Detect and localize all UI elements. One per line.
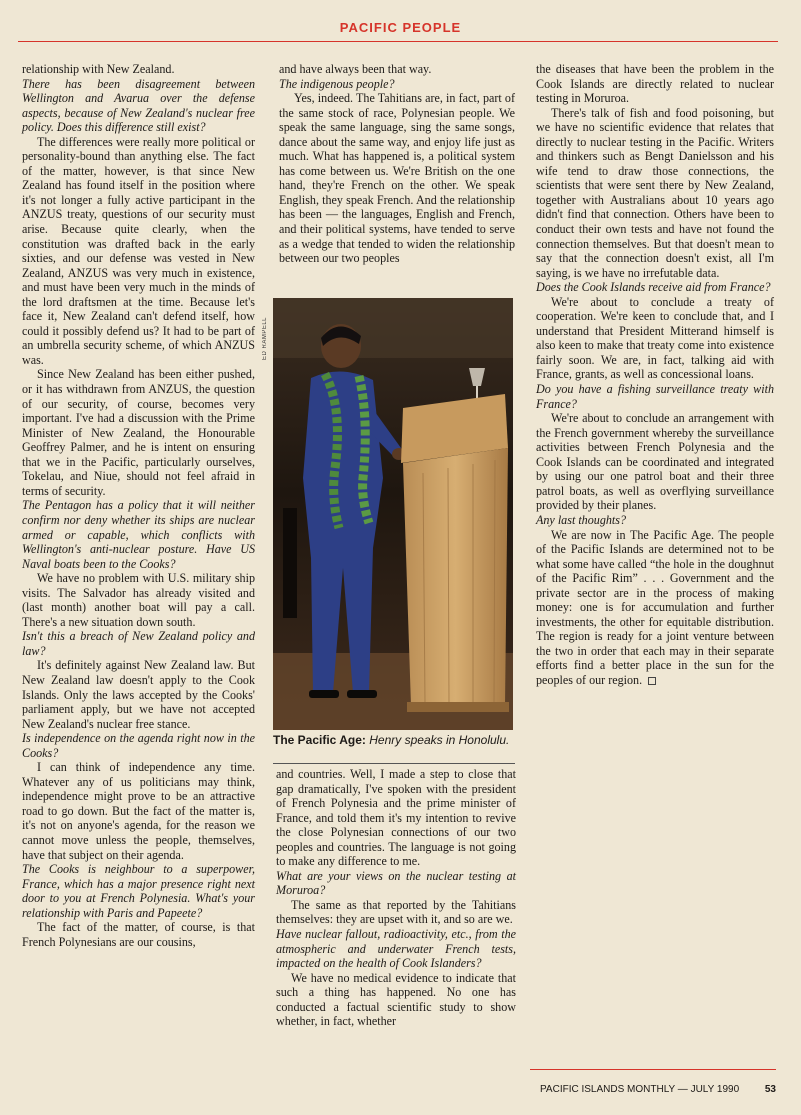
article-paragraph [536, 411, 774, 513]
interview-question [276, 927, 516, 971]
article-paragraph [276, 971, 516, 1029]
article-paragraph [279, 62, 515, 77]
caption-text: Henry speaks in Honolulu. [369, 733, 510, 747]
paragraph-text: Do you have a fishing surveillance treaty with France? [536, 382, 774, 411]
article-paragraph [536, 528, 774, 688]
paragraph-text: What are your views on the nuclear testing at Moruroa? [276, 868, 516, 898]
paragraph-text: I can think of independence any time. Whatever any of us politicians may think, independence might prove to be an attractive road to go down. But the fact of the matter is, it's not on anyone's agenda, for the reason we cannot move unless the people, themselves, have that subject on their agenda. [22, 760, 255, 862]
article-paragraph [536, 62, 774, 106]
article-column-2-bottom [276, 767, 516, 1029]
paragraph-text: and countries. Well, I made a step to close that gap dramatically, I've spoken with the president of French Polynesia and the prime minister of France, and told them it's my intention to revive the close Polynesian connections of our two peoples and countries. The language is not going to make any difference to me. [276, 767, 516, 869]
paragraph-text: the diseases that have been the problem in the Cook Islands are directly related to nuclear testing in Moruroa. [536, 62, 774, 106]
paragraph-text: Have nuclear fallout, radioactivity, etc., from the atmospheric and underwater French tests, impacted on the health of Cook Islanders? [276, 927, 516, 971]
article-paragraph [22, 760, 255, 862]
footer-rule [530, 1069, 776, 1070]
photo-illustration [273, 298, 513, 730]
paragraph-text: and have always been that way. [279, 62, 432, 76]
paragraph-text: We're about to conclude a treaty of cooperation. We're keen to conclude that, and I understand that President Mitterand himself is also keen to make that treaty come into existence fairly soon. We are, in fact, talking aid with France, grants, as well as concessional loans. [536, 294, 774, 382]
interview-question [279, 77, 515, 92]
paragraph-text: Isn't this a breach of New Zealand policy and law? [22, 629, 255, 658]
section-title: PACIFIC PEOPLE [339, 20, 462, 35]
paragraph-text: We have no medical evidence to indicate that such a thing has happened. No one has conducted a factual scientific study to show whether, in fact, whether [276, 970, 516, 1029]
caption-rule [273, 763, 515, 764]
interview-question [536, 382, 774, 411]
paragraph-text: The Pentagon has a policy that it will neither confirm nor deny whether its ships are nuclear armed or capable, which conflicts with Wellington's anti-nuclear posture. Have US Naval boats been to the Cooks? [22, 498, 255, 571]
article-paragraph [22, 571, 255, 629]
interview-question [22, 77, 255, 135]
photo-caption [273, 733, 515, 747]
article-photo [273, 298, 513, 730]
interview-question [22, 498, 255, 571]
interview-question [276, 869, 516, 898]
end-of-article-mark [648, 677, 656, 685]
interview-question [536, 280, 774, 295]
article-column-1 [22, 62, 255, 949]
paragraph-text: We are now in The Pacific Age. The people of the Pacific Islands are determined not to be what some have called “the hole in the doughnut of the Pacific Rim” . . . Government and the private sector are in the process of making money: one is for accumulation and further investments, the other for equitable distribution. The region is ready for a joint venture between the two in order that each may in their separate efforts find a better place in the sun for the peoples of our region. [536, 527, 774, 687]
header-rule [18, 41, 778, 42]
interview-question [536, 513, 774, 528]
article-paragraph [22, 920, 255, 949]
paragraph-text: It's definitely against New Zealand law. But New Zealand law doesn't apply to the Cook Islands. Only the laws accepted by the Cooks' parliament apply, but we have not accepted New Zealand's nuclear free stance. [22, 658, 255, 731]
article-column-3 [536, 62, 774, 688]
paragraph-text: The differences were really more political or personality-bound than anything else. The fact of the matter, however, is that since New Zealand has found itself in the position where it's not longer a fully active participant in the ANZUS treaty, questions of our security must arise. Because quite clearly, when the constitution was drafted back in the early sixties, and our defense was vested in New Zealand, ANZUS was very much in existence, and must have been very much in the minds of the lord draftsmen at the time. Because let's face it, New Zealand can't defend itself, how could it possibly defend us? It had to be part of an umbrella security scheme, of which ANZUS was. [22, 134, 255, 367]
article-paragraph [536, 106, 774, 281]
article-paragraph [22, 135, 255, 368]
paragraph-text: Since New Zealand has been either pushed, or it has withdrawn from ANZUS, the question of our security, of course, becomes very important. I've had a discussion with the Prime Minister of New Zealand, the Honourable Geoffrey Palmer, and he is intent on ensuring that we in the Pacific, particularly ourselves, Tokelau, and Niue, should not feel afraid in terms of security. [22, 367, 255, 498]
article-paragraph [22, 367, 255, 498]
caption-label: The Pacific Age: [273, 733, 366, 747]
paragraph-text: The same as that reported by the Tahitians themselves: they are upset with it, and so are we. [276, 897, 516, 927]
paragraph-text: Does the Cook Islands receive aid from France? [536, 280, 771, 295]
article-paragraph [22, 62, 255, 77]
paragraph-text: There has been disagreement between Wellington and Avarua over the defense aspects, because of New Zealand's nuclear free policy. Does this difference still exist? [22, 76, 255, 135]
paragraph-text: The Cooks is neighbour to a superpower, France, which has a major presence right next door to you at French Polynesia. What's your relationship with Paris and Papeete? [22, 862, 255, 920]
paragraph-text: There's talk of fish and food poisoning, but we have no scientific evidence that relates that directly to nuclear testing in the Pacific. Writers and thinkers such as Bengt Danielsson and his wife tend to draw those connections, the scientists that were sent there by New Zealand, together with Australians about 10 years ago didn't find that connection. Others have been to conduct their own tests and have not found the connection themselves. But that doesn't mean to say that the connection doesn't exist, all I'm saying, is we have no irrefutable data. [536, 105, 774, 280]
paragraph-text: Yes, indeed. The Tahitians are, in fact, part of the same stock of race, Polynesian people. We speak the same language, sing the same songs, dance about the same way, and enjoy life just as much. What has happened is, a political system has come between us. We're British on the one hand, they're French on the other. We speak English, they speak French. And the relationship has been — the languages, English and French, and their political systems, have tended to serve as a wedge that tended to widen the relationship between our two peoples [279, 91, 515, 266]
paragraph-text: The fact of the matter, of course, is that French Polynesians are our cousins, [22, 920, 255, 949]
article-paragraph [279, 91, 515, 266]
publication-info: PACIFIC ISLANDS MONTHLY — JULY 1990 [540, 1084, 740, 1095]
photo-credit: ED RAMPELL [262, 316, 268, 360]
paragraph-text: Any last thoughts? [536, 512, 627, 527]
page-number: 53 [764, 1084, 776, 1095]
article-paragraph [22, 658, 255, 731]
paragraph-text: We have no problem with U.S. military ship visits. The Salvador has already visited and (last month) another boat will pay a call. There's a new situation down south. [22, 571, 255, 629]
article-paragraph [276, 767, 516, 869]
article-paragraph [276, 898, 516, 927]
paragraph-text: We're about to conclude an arrangement with the French government whereby the surveillance activities between French Polynesia and the Cook Islands can be coordinated and integrated by using our one patrol boat and their three patrol boats, as well as overflying surveillance provided by their planes. [536, 411, 774, 513]
interview-question [22, 629, 255, 658]
interview-question [22, 731, 255, 760]
paragraph-text: The indigenous people? [279, 76, 395, 91]
interview-question [22, 862, 255, 920]
article-column-2-top [279, 62, 515, 266]
paragraph-text: relationship with New Zealand. [22, 62, 175, 76]
article-paragraph [536, 295, 774, 382]
paragraph-text: Is independence on the agenda right now in the Cooks? [22, 731, 255, 760]
